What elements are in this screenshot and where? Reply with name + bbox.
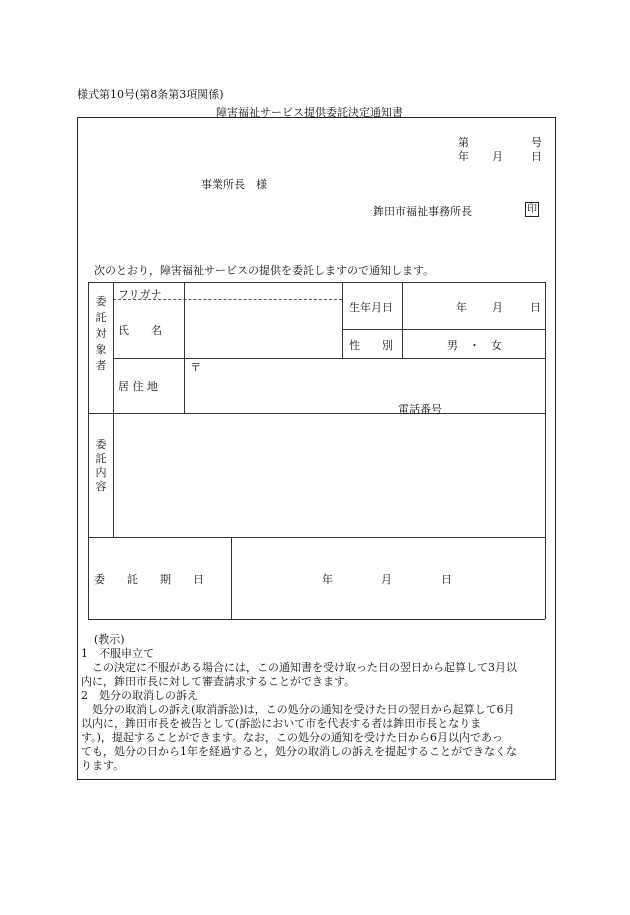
postal-mark: 〒 — [190, 361, 201, 374]
furigana-label: フリガナ — [118, 288, 162, 301]
form-number-label: 様式第10号(第8条第3項関係) — [77, 88, 224, 101]
content-vertical-label: 委託内容 — [95, 438, 107, 493]
document-title: 障害福祉サービス提供委託決定通知書 — [216, 106, 403, 119]
name-label-divider — [184, 282, 185, 413]
appeal-text-line-2: 内に，鉾田市長に対して審査請求することができます。 — [81, 675, 356, 688]
table-bottom-border — [88, 619, 545, 620]
lawsuit-text-line-2: 以内に，鉾田市長を被告として(訴訟において市を代表する者は鉾田市長となりま — [81, 717, 482, 730]
lawsuit-text-line-3: す。)，提起することができます。なお，この処分の通知を受けた日から6月以内であっ — [81, 731, 503, 744]
period-year-label: 年 — [322, 573, 333, 586]
number-prefix: 第 — [458, 136, 469, 149]
address-label: 居 住 地 — [118, 380, 158, 393]
period-day-label: 日 — [441, 573, 452, 586]
content-top-border — [88, 413, 545, 414]
date-month: 月 — [492, 150, 503, 163]
issuer-name: 鉾田市福祉事務所長 — [373, 205, 472, 218]
lawsuit-text-line-4: ても，処分の日から1年を経過すると，処分の取消しの訴えを提起することができなくな — [81, 745, 517, 758]
dob-sex-divider — [342, 329, 545, 330]
number-suffix: 号 — [531, 136, 542, 149]
period-label-divider — [231, 537, 232, 619]
lawsuit-text-line-1: 処分の取消しの訴え(取消訴訟)は，この処分の通知を受けた日の翌日から起算して6月 — [81, 703, 515, 716]
period-label: 委 託 期 日 — [94, 573, 204, 586]
sex-options: 男 ・ 女 — [447, 339, 502, 352]
subject-vertical-label: 委託対象者 — [95, 295, 107, 372]
appeal-text-line-1: この決定に不服がある場合には，この通知書を受け取った日の翌日から起算して3月以 — [81, 661, 517, 674]
intro-text: 次のとおり，障害福祉サービスの提供を委託しますので通知します。 — [94, 264, 435, 277]
appeal-heading: 1 不服申立て — [81, 647, 154, 660]
dob-month-label: 月 — [492, 301, 503, 314]
lawsuit-heading: 2 処分の取消しの訴え — [81, 689, 198, 702]
dob-year-label: 年 — [456, 301, 467, 314]
period-month-label: 月 — [381, 573, 392, 586]
date-day: 日 — [531, 150, 542, 163]
dob-value-divider — [402, 282, 403, 358]
sex-label: 性 別 — [349, 339, 393, 352]
period-top-border — [88, 537, 545, 538]
notice-heading: (教示) — [94, 633, 125, 646]
name-dob-divider — [342, 282, 343, 358]
name-label: 氏 名 — [118, 324, 162, 337]
address-top-border — [113, 358, 545, 359]
dob-label: 生年月日 — [349, 301, 393, 314]
dob-day-label: 日 — [530, 301, 541, 314]
seal-mark: 印 — [527, 204, 537, 215]
table-left-border — [88, 282, 89, 619]
vertical-label-divider — [113, 282, 114, 537]
phone-label: 電話番号 — [398, 403, 442, 416]
table-top-border — [88, 282, 545, 283]
date-year: 年 — [458, 150, 469, 163]
recipient-name: 事業所長 様 — [201, 178, 267, 191]
table-right-border — [545, 282, 546, 619]
lawsuit-text-line-5: ります。 — [81, 759, 125, 772]
